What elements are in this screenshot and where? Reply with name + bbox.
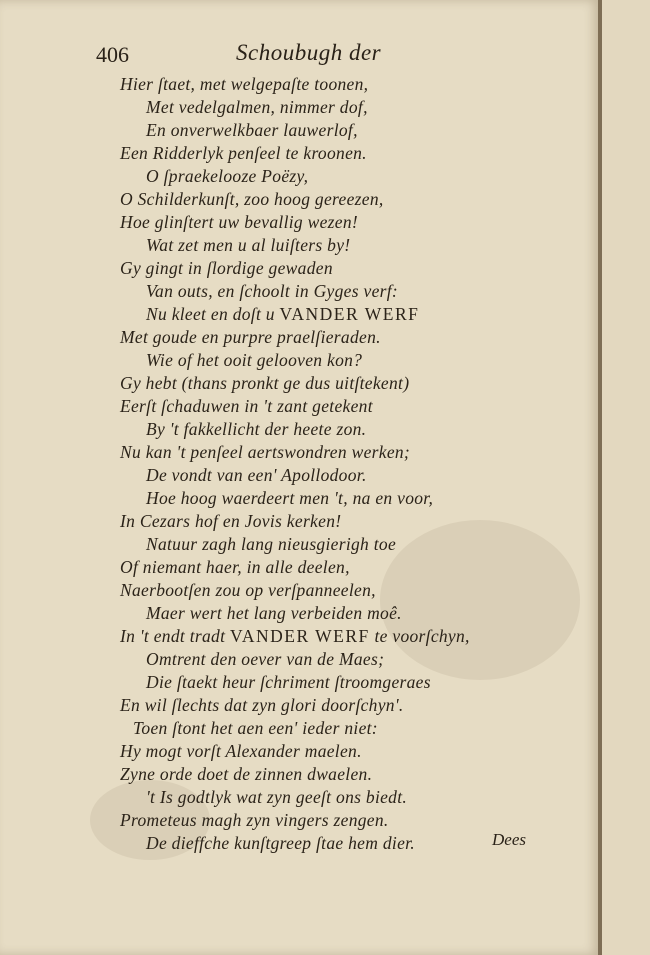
verse-line: O Schilderkunſt, zoo hoog gereezen, bbox=[120, 189, 384, 209]
verse-line: Hier ſtaet, met welgepaſte toonen, bbox=[120, 74, 369, 94]
verse-line: Van outs, en ſchoolt in Gyges verf: bbox=[146, 281, 399, 301]
verse-line: Die ſtaekt heur ſchriment ſtroomgeraes bbox=[146, 672, 431, 692]
verse-line: Met goude en purpre praelſieraden. bbox=[120, 327, 381, 347]
verse-line: Wie of het ooit gelooven kon? bbox=[146, 350, 363, 370]
verse-line: Hoe glinſtert uw bevallig wezen! bbox=[120, 212, 359, 232]
verse-line: De dieffche kunſtgreep ſtae hem dier. bbox=[146, 833, 415, 853]
verse-line: En wil ſlechts dat zyn glori doorſchyn'. bbox=[120, 695, 404, 715]
verse-line: In 't endt tradt VANDER WERF te voorſchyn, bbox=[120, 626, 470, 646]
verse-line: Wat zet men u al luiſters by! bbox=[146, 235, 351, 255]
verse-line: Prometeus magh zyn vingers zengen. bbox=[120, 810, 389, 830]
verse-line: Of niemant haer, in alle deelen, bbox=[120, 557, 350, 577]
verse-line: 't Is godtlyk wat zyn geeſt ons biedt. bbox=[146, 787, 408, 807]
verse-line: Hoe hoog waerdeert men 't, na en voor, bbox=[146, 488, 434, 508]
name-small-caps: VANDER WERF bbox=[229, 626, 370, 646]
verse-line: Naerbootſen zou op verſpanneelen, bbox=[120, 580, 376, 600]
page-number: 406 bbox=[96, 42, 129, 67]
verse-line: Hy mogt vorſt Alexander maelen. bbox=[120, 741, 362, 761]
verse-line: Eerſt ſchaduwen in 't zant getekent bbox=[120, 396, 373, 416]
verse-line: Toen ſtont het aen een' ieder niet: bbox=[133, 718, 378, 738]
verse-line: By 't fakkellicht der heete zon. bbox=[146, 419, 367, 439]
verse-line: Omtrent den oever van de Maes; bbox=[146, 649, 385, 669]
catchword: Dees bbox=[492, 830, 526, 849]
verse-line: Nu kleet en doſt u VANDER WERF bbox=[146, 304, 420, 324]
verse-line: Gy hebt (thans pronkt ge dus uitſtekent) bbox=[120, 373, 410, 393]
verse-line: In Cezars hof en Jovis kerken! bbox=[120, 511, 342, 531]
running-title: Schoubugh der bbox=[236, 40, 382, 65]
verse-line: Met vedelgalmen, nimmer dof, bbox=[146, 97, 368, 117]
verse-line: Gy gingt in ſlordige gewaden bbox=[120, 258, 333, 278]
verse-line: O ſpraekelooze Poëzy, bbox=[146, 166, 309, 186]
verse-line: En onverwelkbaer lauwerlof, bbox=[146, 120, 358, 140]
verse-line: Zyne orde doet de zinnen dwaelen. bbox=[120, 764, 373, 784]
name-small-caps: VANDER WERF bbox=[279, 304, 420, 324]
verse-line: Nu kan 't penſeel aertswondren werken; bbox=[120, 442, 411, 462]
adjacent-page-edge bbox=[602, 0, 650, 955]
verse-line: Maer wert het lang verbeiden moê. bbox=[146, 603, 402, 623]
verse-line: Natuur zagh lang nieusgierigh toe bbox=[146, 534, 397, 554]
verse-line: De vondt van een' Apollodoor. bbox=[146, 465, 367, 485]
verse-line: Een Ridderlyk penſeel te kroonen. bbox=[120, 143, 367, 163]
